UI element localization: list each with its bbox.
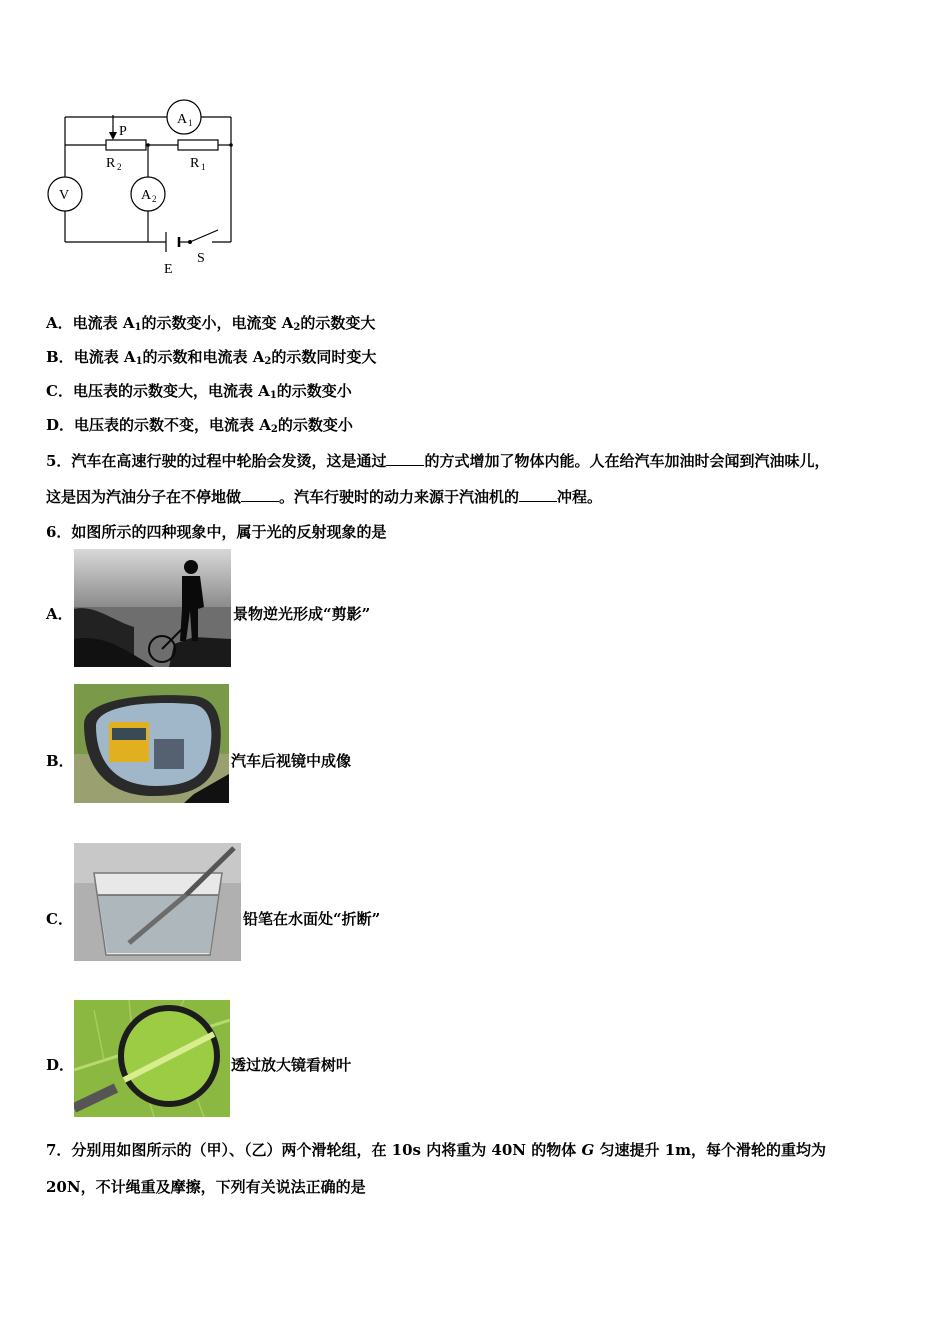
q5-line-2: 这是因为汽油分子在不停地做 。汽车行驶时的动力来源于汽油机的 冲程。 — [46, 488, 603, 506]
answer-blank — [519, 489, 557, 502]
q6-option-a-letter: A． — [46, 605, 73, 623]
q6-option-d-letter: D． — [46, 1056, 75, 1074]
label-p: P — [119, 124, 127, 139]
magnifying-glass-leaf-image — [74, 1000, 230, 1117]
slider-arrow-icon — [109, 132, 117, 140]
svg-text:2: 2 — [152, 194, 157, 204]
voltmeter-icon — [48, 177, 82, 211]
svg-text:1: 1 — [201, 162, 206, 172]
svg-text:A: A — [141, 188, 152, 203]
label-r1: R — [190, 156, 200, 171]
q4-option-c: C．电压表的示数变大，电流表 $A_1$的示数变小 — [46, 382, 352, 401]
label-e: E — [164, 262, 173, 277]
q5-line-1: 5．汽车在高速行驶的过程中轮胎会发烫，这是通过 的方式增加了物体内能。人在给汽车加油时会闻到汽油味儿， — [46, 452, 830, 470]
svg-text:2: 2 — [117, 162, 122, 172]
q6-option-b-letter: B． — [46, 752, 74, 770]
label-s: S — [197, 251, 205, 266]
svg-text:A: A — [177, 112, 188, 127]
q6-option-a-text: 景物逆光形成“剪影” — [233, 605, 371, 623]
label-r2: R — [106, 156, 116, 171]
q7-line-2: 20N，不计绳重及摩擦，下列有关说法正确的是 — [46, 1178, 366, 1196]
ammeter-a2-icon — [131, 177, 165, 211]
q6-stem: 6．如图所示的四种现象中，属于光的反射现象的是 — [46, 523, 387, 541]
svg-text:1: 1 — [188, 118, 193, 128]
silhouette-image — [74, 549, 231, 667]
q7-line-1: 7．分别用如图所示的（甲）、（乙）两个滑轮组，在 10s 内将重为 40N 的物体 G 匀速提升 1m，每个滑轮的重均为 — [46, 1141, 827, 1159]
pencil-in-water-image — [74, 843, 241, 961]
q6-option-b-text: 汽车后视镜中成像 — [231, 752, 352, 770]
svg-text:V: V — [59, 188, 70, 203]
q4-option-d: D．电压表的示数不变，电流表 $A_2$的示数变小 — [46, 416, 353, 435]
ammeter-a1-icon — [167, 100, 201, 134]
q4-option-a: A．电流表 $A_1$的示数变小，电流变 $A_2$的示数变大 — [46, 314, 376, 333]
rearview-mirror-image — [74, 684, 229, 803]
answer-blank — [386, 453, 424, 466]
answer-blank — [241, 489, 279, 502]
circuit-diagram — [40, 95, 250, 280]
q6-option-c-letter: C． — [46, 910, 73, 928]
q6-option-d-text: 透过放大镜看树叶 — [231, 1056, 352, 1074]
q6-option-c-text: 铅笔在水面处“折断” — [243, 910, 381, 928]
q4-option-b: B．电流表 $A_1$的示数和电流表 $A_2$的示数同时变大 — [46, 348, 377, 367]
